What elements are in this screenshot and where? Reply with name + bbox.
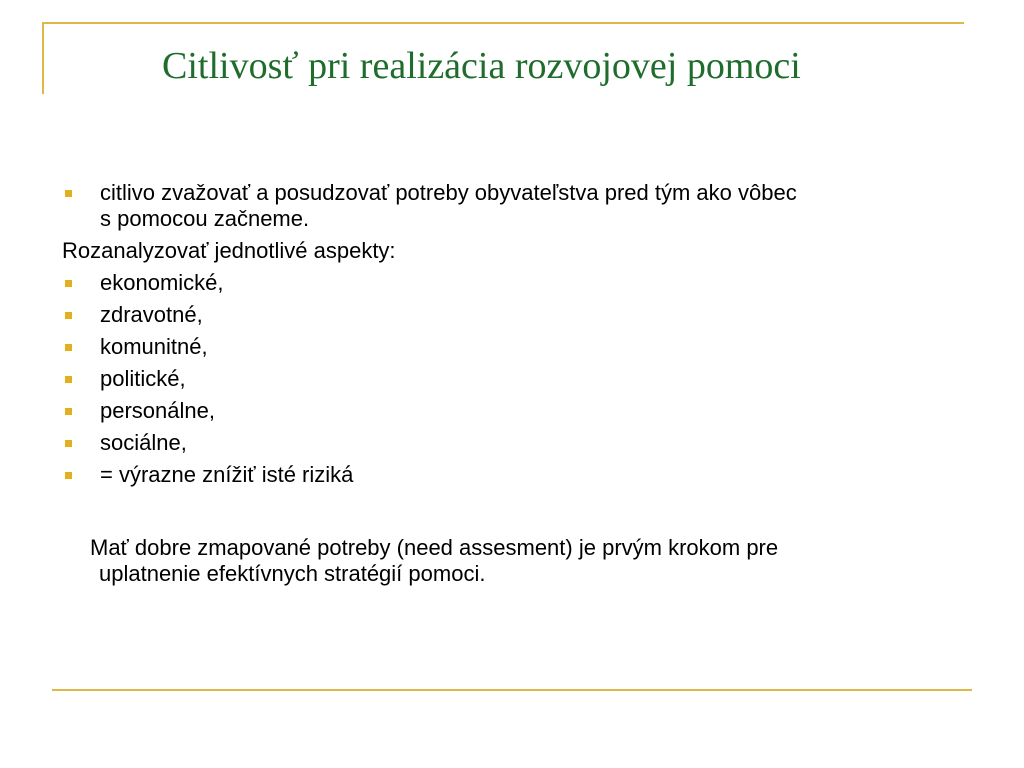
list-item-text: ekonomické, bbox=[100, 270, 224, 295]
square-bullet-icon bbox=[65, 312, 72, 319]
list-item-text: = výrazne znížiť isté riziká bbox=[100, 462, 354, 487]
list-item bbox=[62, 334, 982, 360]
list-item bbox=[62, 366, 982, 392]
frame-left-line bbox=[42, 22, 44, 94]
closing-line1: Mať dobre zmapované potreby (need assesment) je prvým krokom pre bbox=[90, 535, 779, 560]
square-bullet-icon bbox=[65, 344, 72, 351]
list-item bbox=[62, 398, 982, 424]
list-item-text: personálne, bbox=[100, 398, 215, 423]
square-bullet-icon bbox=[65, 376, 72, 383]
list-item bbox=[62, 462, 982, 488]
list-item bbox=[62, 302, 982, 328]
intro-bullet-line2: s pomocou začneme. bbox=[100, 206, 310, 231]
list-item-text: zdravotné, bbox=[100, 302, 203, 327]
intro-bullet-line1: citlivo zvažovať a posudzovať potreby obyvateľstva pred tým ako vôbec bbox=[100, 180, 797, 205]
list-item bbox=[62, 430, 982, 456]
intro-bullet bbox=[62, 180, 982, 232]
list-item-text: komunitné, bbox=[100, 334, 208, 359]
list-item-text: politické, bbox=[100, 366, 186, 391]
slide-title: Citlivosť pri realizácia rozvojovej pomoci bbox=[162, 45, 801, 87]
square-bullet-icon bbox=[65, 280, 72, 287]
list-item-text: sociálne, bbox=[100, 430, 187, 455]
slide-content bbox=[62, 180, 982, 494]
frame-top-line bbox=[42, 22, 964, 24]
square-bullet-icon bbox=[65, 190, 72, 197]
frame-bottom-line bbox=[52, 689, 972, 691]
closing-paragraph bbox=[90, 535, 970, 587]
square-bullet-icon bbox=[65, 440, 72, 447]
square-bullet-icon bbox=[65, 408, 72, 415]
closing-line2: uplatnenie efektívnych stratégií pomoci. bbox=[99, 561, 486, 586]
aspects-heading: Rozanalyzovať jednotlivé aspekty: bbox=[62, 238, 396, 263]
square-bullet-icon bbox=[65, 472, 72, 479]
list-item bbox=[62, 270, 982, 296]
